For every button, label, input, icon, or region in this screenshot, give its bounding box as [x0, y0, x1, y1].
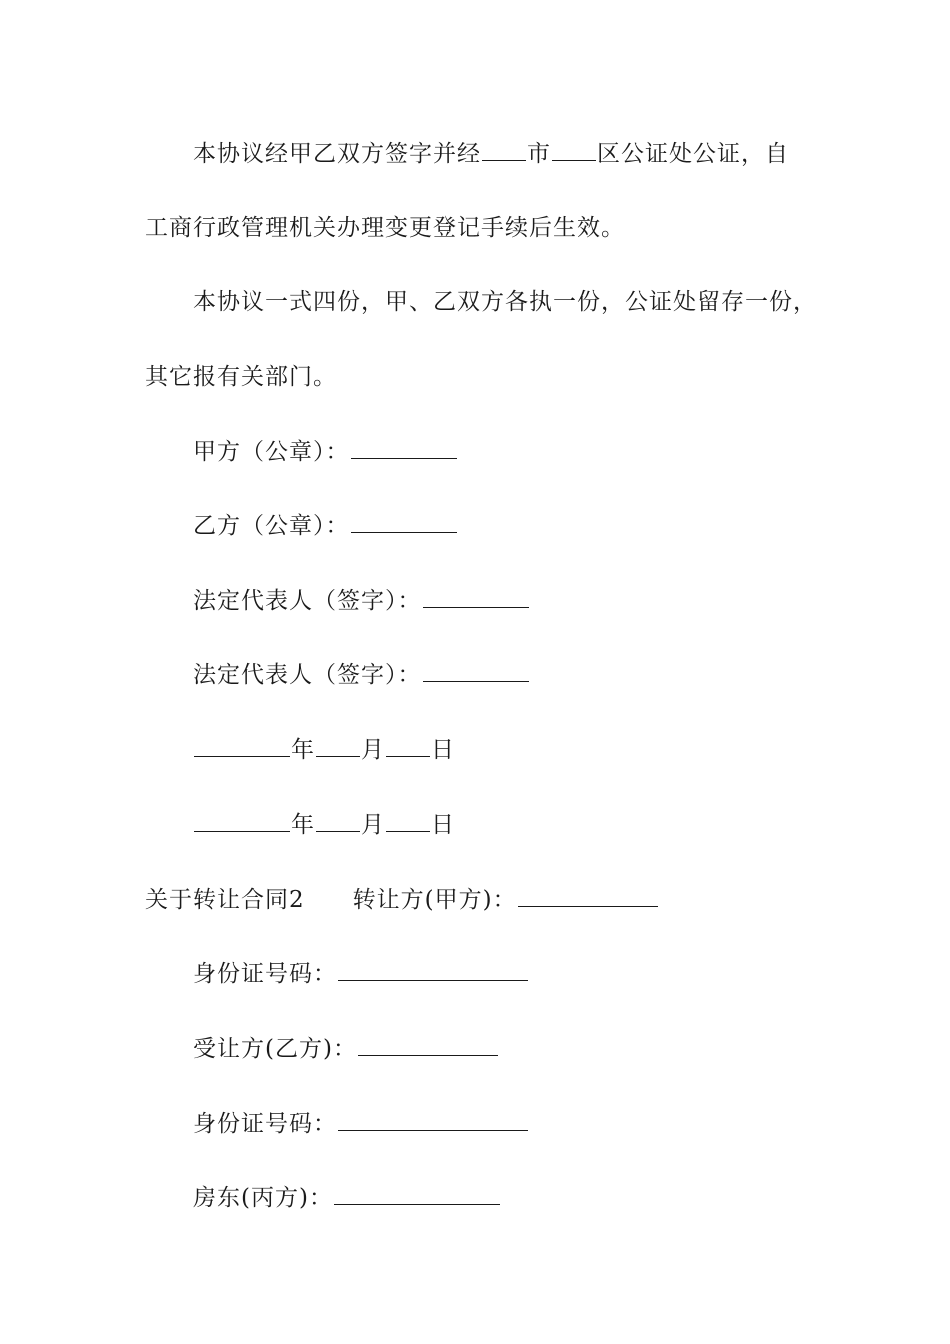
paragraph-copies-continued: 其它报有关部门。	[145, 364, 337, 390]
paragraph-text: 区公证处公证，自	[597, 141, 789, 167]
city-blank	[482, 138, 526, 161]
party-b-seal-blank	[351, 510, 457, 533]
party-a-seal-blank	[351, 436, 457, 459]
landlord-line	[193, 1182, 501, 1214]
party-b-seal-label: 乙方（公章）：	[193, 513, 350, 539]
contract2-title: 关于转让合同2	[145, 887, 305, 913]
year-blank	[194, 809, 290, 832]
year-blank	[194, 734, 290, 757]
contract2-heading-line	[145, 884, 659, 916]
id-number-line-2	[193, 1108, 529, 1140]
day-label: 日	[431, 812, 455, 838]
id-number-blank	[338, 958, 528, 981]
transferor-label: 转让方(甲方)：	[352, 887, 517, 913]
paragraph-text: 本协议经甲乙双方签字并经	[193, 141, 481, 167]
month-label: 月	[361, 812, 385, 838]
id-number-line-1	[193, 958, 529, 990]
legal-rep-line-2	[193, 659, 530, 691]
date-line-2	[193, 809, 455, 841]
legal-rep-blank	[423, 659, 529, 682]
legal-rep-blank	[423, 585, 529, 608]
transferor-blank	[518, 884, 658, 907]
transferee-blank	[358, 1033, 498, 1056]
year-label: 年	[291, 812, 315, 838]
landlord-label: 房东(丙方)：	[193, 1185, 333, 1211]
legal-rep-line-1	[193, 585, 530, 617]
year-label: 年	[291, 737, 315, 763]
paragraph-notarization-continued: 工商行政管理机关办理变更登记手续后生效。	[145, 215, 625, 241]
id-number-label: 身份证号码：	[193, 961, 337, 987]
party-a-seal-label: 甲方（公章）：	[193, 439, 350, 465]
party-a-seal-line	[193, 436, 458, 468]
landlord-blank	[334, 1182, 500, 1205]
date-line-1	[193, 734, 455, 766]
party-b-seal-line	[193, 510, 458, 542]
transferee-label: 受让方(乙方)：	[193, 1036, 357, 1062]
month-label: 月	[361, 737, 385, 763]
id-number-blank	[338, 1108, 528, 1131]
legal-rep-label: 法定代表人（签字）：	[193, 588, 422, 614]
month-blank	[316, 734, 360, 757]
day-blank	[386, 809, 430, 832]
day-label: 日	[431, 737, 455, 763]
month-blank	[316, 809, 360, 832]
id-number-label: 身份证号码：	[193, 1111, 337, 1137]
transferee-line	[193, 1033, 499, 1065]
paragraph-text: 市	[527, 141, 551, 167]
paragraph-notarization	[193, 138, 789, 170]
paragraph-copies: 本协议一式四份，甲、乙双方各执一份，公证处留存一份，	[193, 289, 817, 315]
district-blank	[552, 138, 596, 161]
day-blank	[386, 734, 430, 757]
legal-rep-label: 法定代表人（签字）：	[193, 662, 422, 688]
